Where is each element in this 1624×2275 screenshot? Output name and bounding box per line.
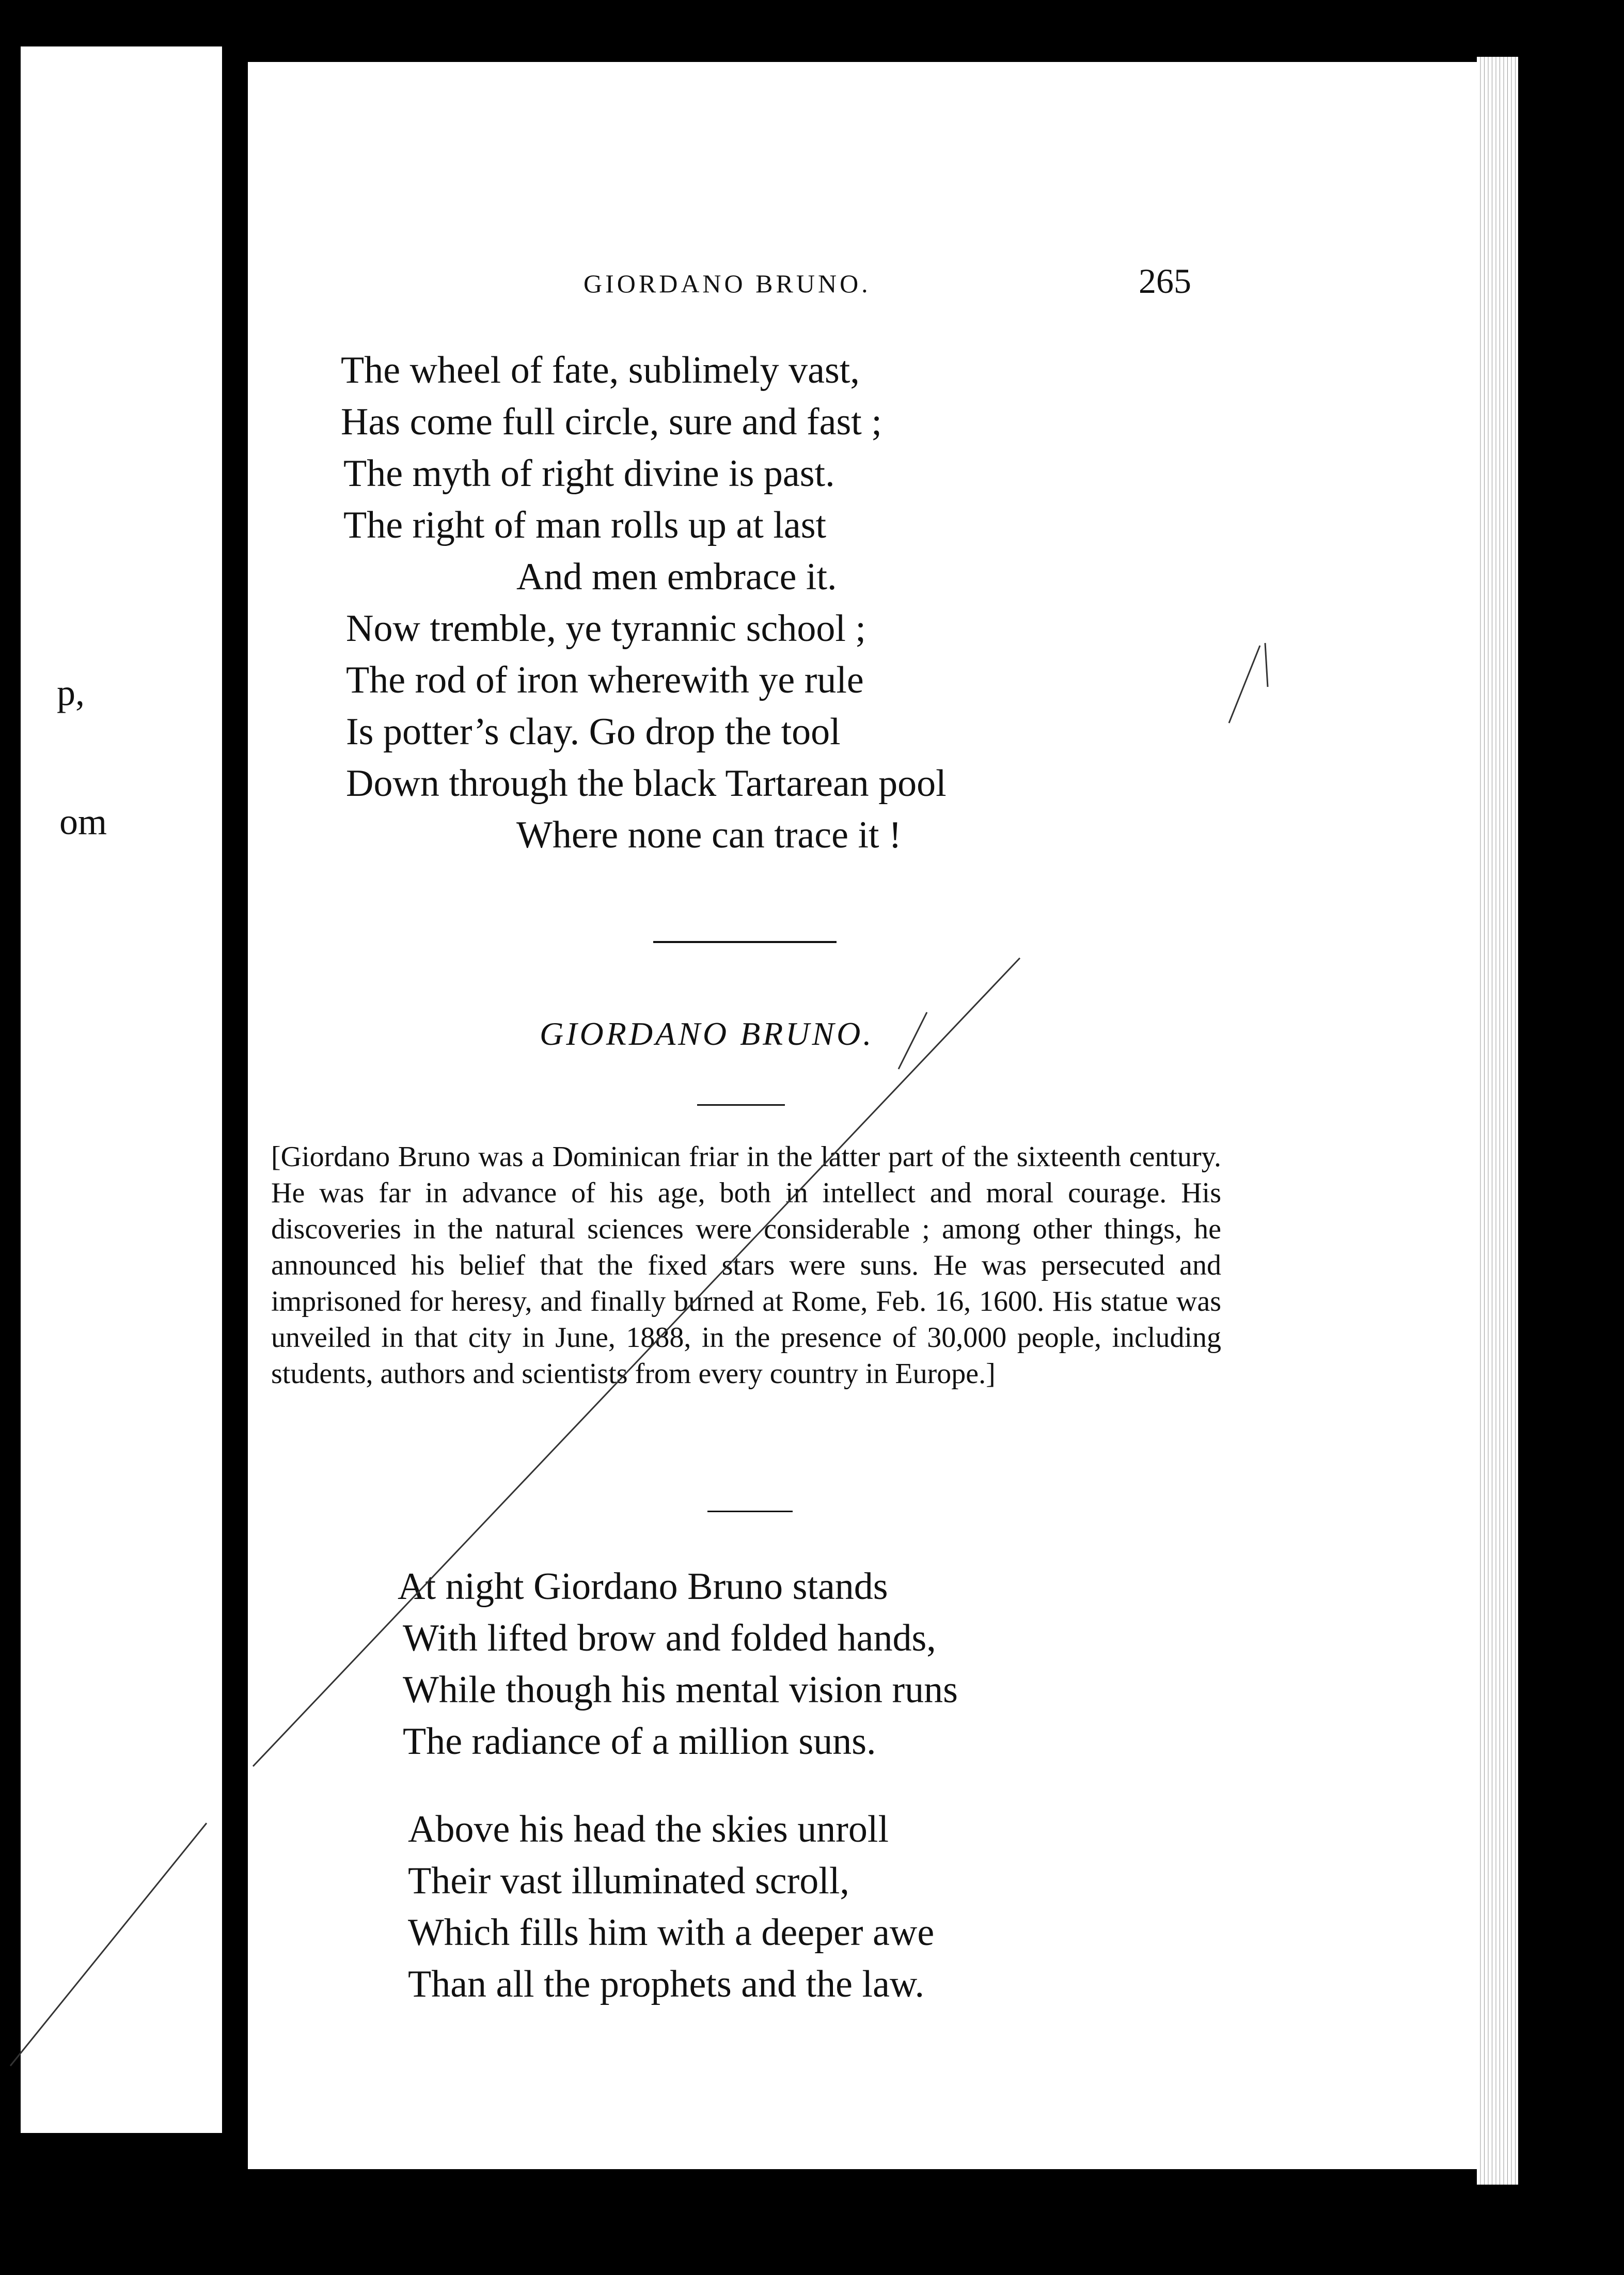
headnote: [Giordano Bruno was a Dominican friar in the latter part of the sixteenth century. He was far in advance of his age, both in intellect and moral courage. His discoveries in the natural sciences were considerable ; among other things, he announced his belief that the fixed stars were suns. He was persecuted and imprisoned for heresy, and finally burned at Rome, Feb. 16, 1600. His statue was unveiled in that city in June, 1888, in the presence of 30,000 people, including students, authors and scientists from every country in Europe.]: [271, 1141, 1221, 1390]
verse-line: Has come full circle, sure and fast ;: [341, 401, 882, 443]
verse-line: The radiance of a million suns.: [403, 1720, 876, 1763]
running-head: GIORDANO BRUNO.: [584, 269, 871, 298]
verse-line: Down through the black Tartarean pool: [346, 762, 947, 805]
verse-line: Above his head the skies unroll: [408, 1808, 889, 1850]
verse-line: Now tremble, ye tyrannic school ;: [346, 607, 866, 650]
verse-line: And men embrace it.: [516, 556, 837, 598]
verse-line: Where none can trace it !: [516, 814, 902, 856]
verse-line: Is potter’s clay. Go drop the tool: [346, 711, 841, 753]
verse-line: While though his mental vision runs: [403, 1669, 958, 1711]
verse-line: The myth of right divine is past.: [343, 452, 835, 495]
verse-line: The wheel of fate, sublimely vast,: [341, 349, 860, 391]
verse-line: The rod of iron wherewith ye rule: [346, 659, 864, 701]
verse-line: Their vast illuminated scroll,: [408, 1860, 849, 1902]
facing-page-fragment: p,: [57, 672, 85, 713]
verse-line: Which fills him with a deeper awe: [408, 1911, 935, 1954]
verse-line: At night Giordano Bruno stands: [398, 1565, 888, 1608]
verse-line: With lifted brow and folded hands,: [403, 1617, 936, 1659]
verse-line: The right of man rolls up at last: [343, 504, 827, 546]
verse-line: Than all the prophets and the law.: [408, 1963, 925, 2005]
poem-title: GIORDANO BRUNO.: [540, 1015, 874, 1052]
facing-page-fragment: om: [59, 801, 107, 842]
page-number: 265: [1139, 261, 1191, 301]
